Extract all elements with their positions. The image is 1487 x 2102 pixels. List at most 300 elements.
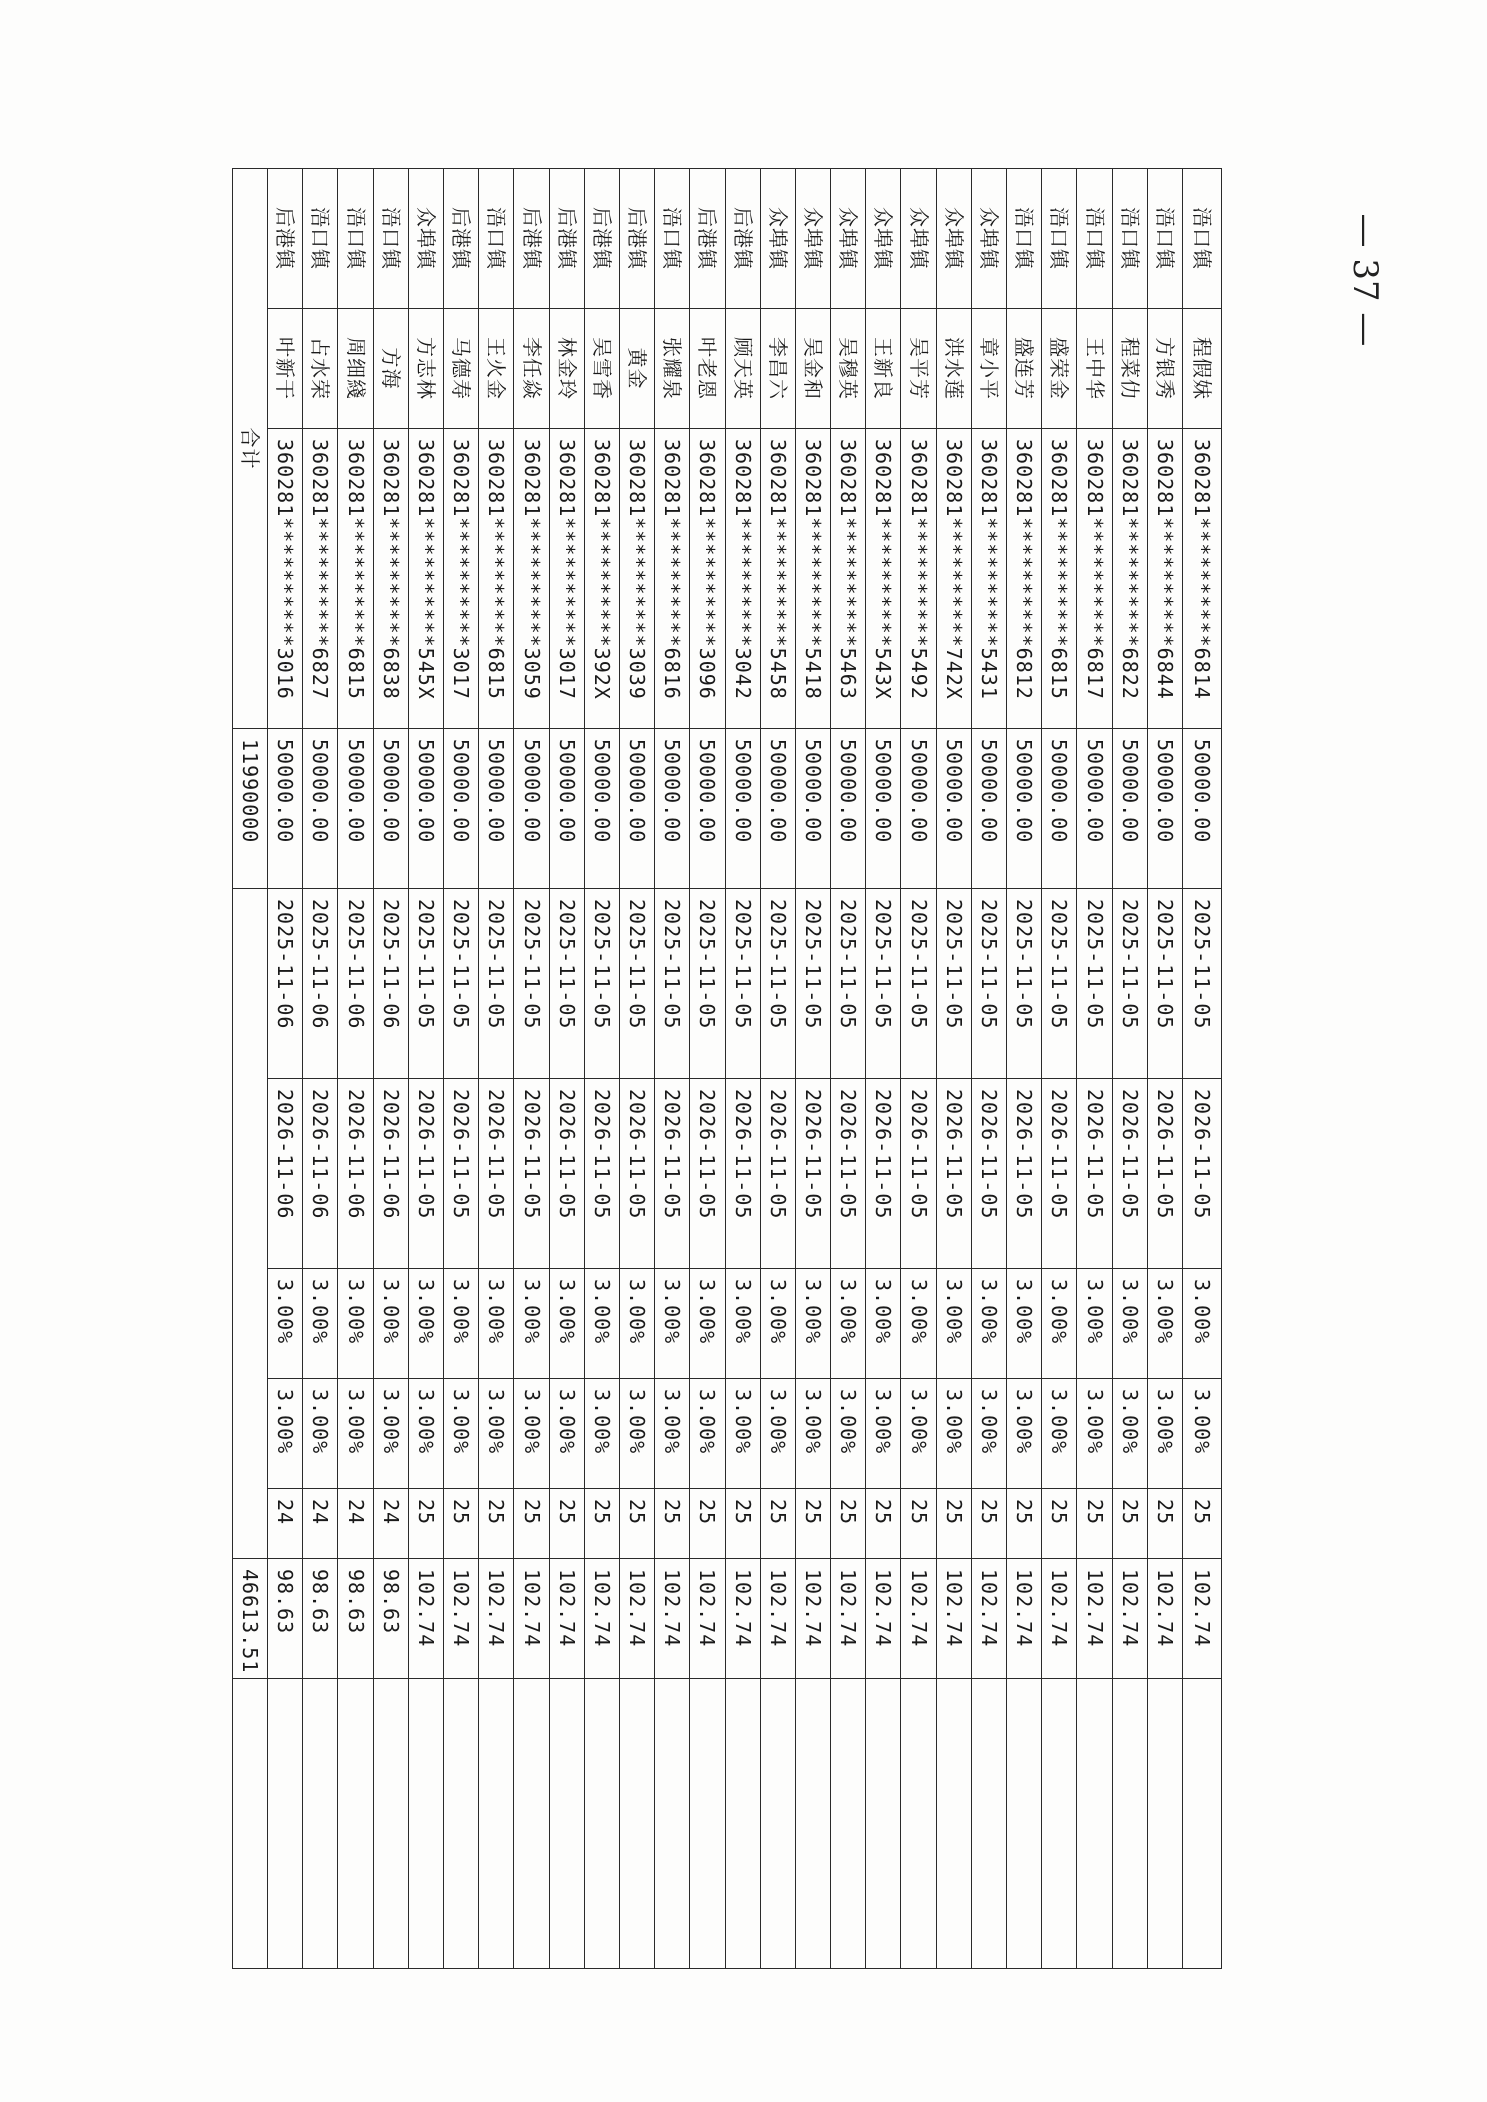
town-cell: 浯口镇 xyxy=(303,169,338,309)
subsidy-amount-cell: 98.63 xyxy=(303,1559,338,1679)
subsidy-rate-cell: 3.00% xyxy=(338,1379,373,1489)
loan-amount-cell: 50000.00 xyxy=(1042,729,1077,889)
subsidy-amount-cell: 98.63 xyxy=(338,1559,373,1679)
name-cell: 程假妹 xyxy=(1183,309,1222,429)
name-cell: 李任焱 xyxy=(514,309,549,429)
subsidy-amount-cell: 102.74 xyxy=(444,1559,479,1679)
rate-cell: 3.00% xyxy=(479,1269,514,1379)
table-row xyxy=(1147,169,1182,1969)
total-label: 合计 xyxy=(232,169,267,729)
rate-cell: 3.00% xyxy=(338,1269,373,1379)
rate-cell: 3.00% xyxy=(373,1269,408,1379)
name-cell: 洪水莲 xyxy=(936,309,971,429)
town-cell: 后港镇 xyxy=(725,169,760,309)
start-date-cell: 2025-11-05 xyxy=(1042,889,1077,1079)
town-cell: 浯口镇 xyxy=(1077,169,1112,309)
name-cell: 吴金和 xyxy=(795,309,830,429)
rate-cell: 3.00% xyxy=(690,1269,725,1379)
town-cell: 后港镇 xyxy=(444,169,479,309)
days-cell: 25 xyxy=(479,1489,514,1559)
id-number-cell: 360281**********5431 xyxy=(971,429,1006,729)
table-row xyxy=(866,169,901,1969)
days-cell: 25 xyxy=(549,1489,584,1559)
rate-cell: 3.00% xyxy=(1077,1269,1112,1379)
days-cell: 25 xyxy=(444,1489,479,1559)
loan-amount-cell: 50000.00 xyxy=(1112,729,1147,889)
subsidy-amount-cell: 102.74 xyxy=(936,1559,971,1679)
loan-amount-cell: 50000.00 xyxy=(831,729,866,889)
days-cell: 24 xyxy=(338,1489,373,1559)
town-cell: 浯口镇 xyxy=(1147,169,1182,309)
id-number-cell: 360281**********5418 xyxy=(795,429,830,729)
blank-cell xyxy=(373,1679,408,1969)
days-cell: 25 xyxy=(655,1489,690,1559)
table-row xyxy=(831,169,866,1969)
id-number-cell: 360281**********3016 xyxy=(268,429,303,729)
start-date-cell: 2025-11-05 xyxy=(1183,889,1222,1079)
days-cell: 25 xyxy=(725,1489,760,1559)
id-number-cell: 360281**********5492 xyxy=(901,429,936,729)
end-date-cell: 2026-11-05 xyxy=(795,1079,830,1269)
subsidy-rate-cell: 3.00% xyxy=(901,1379,936,1489)
subsidy-amount-cell: 102.74 xyxy=(1042,1559,1077,1679)
end-date-cell: 2026-11-05 xyxy=(444,1079,479,1269)
name-cell: 李昌六 xyxy=(760,309,795,429)
rate-cell: 3.00% xyxy=(760,1269,795,1379)
subsidy-amount-cell: 102.74 xyxy=(795,1559,830,1679)
blank-cell xyxy=(232,889,267,1559)
end-date-cell: 2026-11-05 xyxy=(690,1079,725,1269)
town-cell: 后港镇 xyxy=(514,169,549,309)
blank-cell xyxy=(479,1679,514,1969)
start-date-cell: 2025-11-05 xyxy=(831,889,866,1079)
start-date-cell: 2025-11-05 xyxy=(655,889,690,1079)
loan-amount-cell: 50000.00 xyxy=(971,729,1006,889)
table-row xyxy=(1183,169,1222,1969)
start-date-cell: 2025-11-05 xyxy=(795,889,830,1079)
end-date-cell: 2026-11-05 xyxy=(725,1079,760,1269)
start-date-cell: 2025-11-06 xyxy=(303,889,338,1079)
subsidy-amount-cell: 102.74 xyxy=(1077,1559,1112,1679)
subsidy-rate-cell: 3.00% xyxy=(514,1379,549,1489)
subsidy-rate-cell: 3.00% xyxy=(760,1379,795,1489)
town-cell: 众埠镇 xyxy=(408,169,443,309)
blank-cell xyxy=(795,1679,830,1969)
subsidy-amount-cell: 102.74 xyxy=(655,1559,690,1679)
table-row xyxy=(549,169,584,1969)
name-cell: 顾天英 xyxy=(725,309,760,429)
subsidy-rate-cell: 3.00% xyxy=(1077,1379,1112,1489)
subsidy-amount-cell: 102.74 xyxy=(549,1559,584,1679)
start-date-cell: 2025-11-05 xyxy=(971,889,1006,1079)
loan-amount-cell: 50000.00 xyxy=(303,729,338,889)
start-date-cell: 2025-11-05 xyxy=(1147,889,1182,1079)
start-date-cell: 2025-11-05 xyxy=(584,889,619,1079)
id-number-cell: 360281**********543X xyxy=(866,429,901,729)
loan-amount-cell: 50000.00 xyxy=(338,729,373,889)
rate-cell: 3.00% xyxy=(1183,1269,1222,1379)
days-cell: 24 xyxy=(303,1489,338,1559)
name-cell: 盛荣金 xyxy=(1042,309,1077,429)
table-row xyxy=(1007,169,1042,1969)
subsidy-amount-cell: 102.74 xyxy=(584,1559,619,1679)
rate-cell: 3.00% xyxy=(514,1269,549,1379)
town-cell: 浯口镇 xyxy=(338,169,373,309)
end-date-cell: 2026-11-05 xyxy=(1042,1079,1077,1269)
end-date-cell: 2026-11-05 xyxy=(549,1079,584,1269)
rate-cell: 3.00% xyxy=(655,1269,690,1379)
subsidy-amount-cell: 102.74 xyxy=(1183,1559,1222,1679)
name-cell: 周细綫 xyxy=(338,309,373,429)
town-cell: 浯口镇 xyxy=(1007,169,1042,309)
subsidy-rate-cell: 3.00% xyxy=(549,1379,584,1489)
start-date-cell: 2025-11-05 xyxy=(866,889,901,1079)
town-cell: 后港镇 xyxy=(584,169,619,309)
subsidy-amount-cell: 102.74 xyxy=(1007,1559,1042,1679)
days-cell: 25 xyxy=(1147,1489,1182,1559)
name-cell: 张耀泉 xyxy=(655,309,690,429)
subsidy-amount-cell: 102.74 xyxy=(1147,1559,1182,1679)
id-number-cell: 360281**********545X xyxy=(408,429,443,729)
days-cell: 25 xyxy=(1007,1489,1042,1559)
subsidy-rate-cell: 3.00% xyxy=(268,1379,303,1489)
rate-cell: 3.00% xyxy=(1112,1269,1147,1379)
blank-cell xyxy=(1147,1679,1182,1969)
town-cell: 众埠镇 xyxy=(936,169,971,309)
table-row xyxy=(268,169,303,1969)
end-date-cell: 2026-11-05 xyxy=(831,1079,866,1269)
loan-amount-cell: 50000.00 xyxy=(373,729,408,889)
start-date-cell: 2025-11-05 xyxy=(408,889,443,1079)
end-date-cell: 2026-11-06 xyxy=(373,1079,408,1269)
subsidy-rate-cell: 3.00% xyxy=(795,1379,830,1489)
loan-amount-cell: 50000.00 xyxy=(479,729,514,889)
subsidy-amount-cell: 102.74 xyxy=(1112,1559,1147,1679)
name-cell: 叶新干 xyxy=(268,309,303,429)
subsidy-rate-cell: 3.00% xyxy=(655,1379,690,1489)
id-number-cell: 360281**********6838 xyxy=(373,429,408,729)
town-cell: 众埠镇 xyxy=(866,169,901,309)
blank-cell xyxy=(444,1679,479,1969)
rate-cell: 3.00% xyxy=(1147,1269,1182,1379)
table-row xyxy=(690,169,725,1969)
start-date-cell: 2025-11-05 xyxy=(549,889,584,1079)
blank-cell xyxy=(725,1679,760,1969)
town-cell: 众埠镇 xyxy=(831,169,866,309)
start-date-cell: 2025-11-05 xyxy=(760,889,795,1079)
id-number-cell: 360281**********6815 xyxy=(479,429,514,729)
rate-cell: 3.00% xyxy=(408,1269,443,1379)
days-cell: 24 xyxy=(373,1489,408,1559)
days-cell: 25 xyxy=(620,1489,655,1559)
table-row xyxy=(971,169,1006,1969)
rotated-table-wrapper xyxy=(232,168,1222,1968)
id-number-cell: 360281**********5463 xyxy=(831,429,866,729)
subsidy-rate-cell: 3.00% xyxy=(690,1379,725,1489)
subsidy-rate-cell: 3.00% xyxy=(1112,1379,1147,1489)
blank-cell xyxy=(866,1679,901,1969)
table-row xyxy=(584,169,619,1969)
page-number-text: — 37 — xyxy=(1345,213,1385,347)
subsidy-rate-cell: 3.00% xyxy=(408,1379,443,1489)
name-cell: 吴穆英 xyxy=(831,309,866,429)
subsidy-rate-cell: 3.00% xyxy=(1147,1379,1182,1489)
subsidy-amount-cell: 102.74 xyxy=(620,1559,655,1679)
table-row xyxy=(373,169,408,1969)
end-date-cell: 2026-11-05 xyxy=(866,1079,901,1269)
id-number-cell: 360281**********6816 xyxy=(655,429,690,729)
loan-amount-cell: 50000.00 xyxy=(795,729,830,889)
loan-amount-cell: 50000.00 xyxy=(690,729,725,889)
id-number-cell: 360281**********3039 xyxy=(620,429,655,729)
subsidy-rate-cell: 3.00% xyxy=(584,1379,619,1489)
table-row xyxy=(760,169,795,1969)
blank-cell xyxy=(1007,1679,1042,1969)
start-date-cell: 2025-11-05 xyxy=(1077,889,1112,1079)
id-number-cell: 360281**********6822 xyxy=(1112,429,1147,729)
end-date-cell: 2026-11-05 xyxy=(1007,1079,1042,1269)
start-date-cell: 2025-11-05 xyxy=(1112,889,1147,1079)
days-cell: 24 xyxy=(268,1489,303,1559)
subsidy-amount-cell: 102.74 xyxy=(831,1559,866,1679)
name-cell: 吴雪香 xyxy=(584,309,619,429)
start-date-cell: 2025-11-05 xyxy=(936,889,971,1079)
subsidy-amount-cell: 102.74 xyxy=(760,1559,795,1679)
days-cell: 25 xyxy=(831,1489,866,1559)
days-cell: 25 xyxy=(1112,1489,1147,1559)
days-cell: 25 xyxy=(690,1489,725,1559)
table-row xyxy=(725,169,760,1969)
rate-cell: 3.00% xyxy=(303,1269,338,1379)
subsidy-rate-cell: 3.00% xyxy=(1183,1379,1222,1489)
days-cell: 25 xyxy=(514,1489,549,1559)
end-date-cell: 2026-11-06 xyxy=(268,1079,303,1269)
town-cell: 浯口镇 xyxy=(373,169,408,309)
subsidy-rate-cell: 3.00% xyxy=(936,1379,971,1489)
blank-cell xyxy=(690,1679,725,1969)
start-date-cell: 2025-11-06 xyxy=(268,889,303,1079)
table-row xyxy=(620,169,655,1969)
subsidy-rate-cell: 3.00% xyxy=(1007,1379,1042,1489)
rate-cell: 3.00% xyxy=(795,1269,830,1379)
rate-cell: 3.00% xyxy=(444,1269,479,1379)
rate-cell: 3.00% xyxy=(1007,1269,1042,1379)
days-cell: 25 xyxy=(760,1489,795,1559)
table-row xyxy=(514,169,549,1969)
blank-cell xyxy=(1077,1679,1112,1969)
subsidy-rate-cell: 3.00% xyxy=(303,1379,338,1489)
loan-amount-cell: 50000.00 xyxy=(1077,729,1112,889)
id-number-cell: 360281**********3096 xyxy=(690,429,725,729)
table-row xyxy=(655,169,690,1969)
name-cell: 黄金 xyxy=(620,309,655,429)
loan-amount-cell: 50000.00 xyxy=(725,729,760,889)
days-cell: 25 xyxy=(1042,1489,1077,1559)
name-cell: 占水荣 xyxy=(303,309,338,429)
town-cell: 众埠镇 xyxy=(760,169,795,309)
blank-cell xyxy=(971,1679,1006,1969)
loan-amount-cell: 50000.00 xyxy=(408,729,443,889)
name-cell: 吴平芳 xyxy=(901,309,936,429)
id-number-cell: 360281**********5458 xyxy=(760,429,795,729)
town-cell: 众埠镇 xyxy=(971,169,1006,309)
loan-amount-cell: 50000.00 xyxy=(1183,729,1222,889)
loan-amount-cell: 50000.00 xyxy=(1147,729,1182,889)
rate-cell: 3.00% xyxy=(584,1269,619,1379)
loan-amount-cell: 50000.00 xyxy=(901,729,936,889)
table-row xyxy=(795,169,830,1969)
days-cell: 25 xyxy=(901,1489,936,1559)
town-cell: 浯口镇 xyxy=(1183,169,1222,309)
start-date-cell: 2025-11-05 xyxy=(620,889,655,1079)
table-row xyxy=(408,169,443,1969)
start-date-cell: 2025-11-06 xyxy=(373,889,408,1079)
blank-cell xyxy=(232,1679,267,1969)
name-cell: 方银秀 xyxy=(1147,309,1182,429)
days-cell: 25 xyxy=(584,1489,619,1559)
table-row xyxy=(1042,169,1077,1969)
days-cell: 25 xyxy=(866,1489,901,1559)
subsidy-amount-cell: 102.74 xyxy=(514,1559,549,1679)
loan-amount-cell: 50000.00 xyxy=(584,729,619,889)
start-date-cell: 2025-11-05 xyxy=(514,889,549,1079)
subsidy-rate-cell: 3.00% xyxy=(971,1379,1006,1489)
end-date-cell: 2026-11-05 xyxy=(584,1079,619,1269)
blank-cell xyxy=(1042,1679,1077,1969)
town-cell: 后港镇 xyxy=(549,169,584,309)
end-date-cell: 2026-11-05 xyxy=(760,1079,795,1269)
blank-cell xyxy=(1112,1679,1147,1969)
blank-cell xyxy=(760,1679,795,1969)
town-cell: 后港镇 xyxy=(268,169,303,309)
end-date-cell: 2026-11-05 xyxy=(1147,1079,1182,1269)
town-cell: 浯口镇 xyxy=(655,169,690,309)
loan-amount-cell: 50000.00 xyxy=(444,729,479,889)
loan-amount-cell: 50000.00 xyxy=(268,729,303,889)
subsidy-amount-cell: 98.63 xyxy=(268,1559,303,1679)
blank-cell xyxy=(268,1679,303,1969)
id-number-cell: 360281**********742X xyxy=(936,429,971,729)
start-date-cell: 2025-11-05 xyxy=(1007,889,1042,1079)
id-number-cell: 360281**********3059 xyxy=(514,429,549,729)
loan-amount-cell: 50000.00 xyxy=(549,729,584,889)
table-row xyxy=(936,169,971,1969)
blank-cell xyxy=(514,1679,549,1969)
rate-cell: 3.00% xyxy=(831,1269,866,1379)
start-date-cell: 2025-11-06 xyxy=(338,889,373,1079)
id-number-cell: 360281**********392X xyxy=(584,429,619,729)
start-date-cell: 2025-11-05 xyxy=(901,889,936,1079)
start-date-cell: 2025-11-05 xyxy=(479,889,514,1079)
id-number-cell: 360281**********6814 xyxy=(1183,429,1222,729)
blank-cell xyxy=(408,1679,443,1969)
name-cell: 马德寿 xyxy=(444,309,479,429)
blank-cell xyxy=(303,1679,338,1969)
end-date-cell: 2026-11-05 xyxy=(620,1079,655,1269)
end-date-cell: 2026-11-05 xyxy=(1077,1079,1112,1269)
blank-cell xyxy=(1183,1679,1222,1969)
blank-cell xyxy=(936,1679,971,1969)
subsidy-amount-cell: 102.74 xyxy=(690,1559,725,1679)
days-cell: 25 xyxy=(1077,1489,1112,1559)
loan-subsidy-table xyxy=(232,168,1222,1969)
table-row xyxy=(1077,169,1112,1969)
subsidy-amount-cell: 98.63 xyxy=(373,1559,408,1679)
subsidy-amount-cell: 102.74 xyxy=(901,1559,936,1679)
days-cell: 25 xyxy=(408,1489,443,1559)
end-date-cell: 2026-11-05 xyxy=(971,1079,1006,1269)
id-number-cell: 360281**********6815 xyxy=(338,429,373,729)
subsidy-rate-cell: 3.00% xyxy=(620,1379,655,1489)
name-cell: 盛连芳 xyxy=(1007,309,1042,429)
table-row xyxy=(901,169,936,1969)
subsidy-rate-cell: 3.00% xyxy=(831,1379,866,1489)
loan-amount-cell: 50000.00 xyxy=(514,729,549,889)
rate-cell: 3.00% xyxy=(901,1269,936,1379)
start-date-cell: 2025-11-05 xyxy=(444,889,479,1079)
town-cell: 浯口镇 xyxy=(1112,169,1147,309)
rate-cell: 3.00% xyxy=(725,1269,760,1379)
end-date-cell: 2026-11-06 xyxy=(303,1079,338,1269)
rate-cell: 3.00% xyxy=(620,1269,655,1379)
days-cell: 25 xyxy=(971,1489,1006,1559)
loan-amount-cell: 50000.00 xyxy=(620,729,655,889)
id-number-cell: 360281**********6827 xyxy=(303,429,338,729)
end-date-cell: 2026-11-05 xyxy=(514,1079,549,1269)
id-number-cell: 360281**********3042 xyxy=(725,429,760,729)
rate-cell: 3.00% xyxy=(549,1269,584,1379)
end-date-cell: 2026-11-05 xyxy=(655,1079,690,1269)
total-amount: 11990000 xyxy=(232,729,267,889)
id-number-cell: 360281**********3017 xyxy=(549,429,584,729)
blank-cell xyxy=(584,1679,619,1969)
rate-cell: 3.00% xyxy=(866,1269,901,1379)
rate-cell: 3.00% xyxy=(936,1269,971,1379)
end-date-cell: 2026-11-05 xyxy=(479,1079,514,1269)
subsidy-rate-cell: 3.00% xyxy=(444,1379,479,1489)
days-cell: 25 xyxy=(936,1489,971,1559)
table-row xyxy=(479,169,514,1969)
blank-cell xyxy=(901,1679,936,1969)
id-number-cell: 360281**********3017 xyxy=(444,429,479,729)
town-cell: 后港镇 xyxy=(620,169,655,309)
name-cell: 程菜仂 xyxy=(1112,309,1147,429)
subsidy-amount-cell: 102.74 xyxy=(408,1559,443,1679)
end-date-cell: 2026-11-05 xyxy=(1183,1079,1222,1269)
town-cell: 后港镇 xyxy=(690,169,725,309)
subsidy-rate-cell: 3.00% xyxy=(1042,1379,1077,1489)
id-number-cell: 360281**********6815 xyxy=(1042,429,1077,729)
loan-amount-cell: 50000.00 xyxy=(936,729,971,889)
blank-cell xyxy=(338,1679,373,1969)
loan-amount-cell: 50000.00 xyxy=(866,729,901,889)
subsidy-rate-cell: 3.00% xyxy=(479,1379,514,1489)
end-date-cell: 2026-11-05 xyxy=(936,1079,971,1269)
table-row xyxy=(338,169,373,1969)
blank-cell xyxy=(655,1679,690,1969)
start-date-cell: 2025-11-05 xyxy=(725,889,760,1079)
end-date-cell: 2026-11-06 xyxy=(338,1079,373,1269)
rate-cell: 3.00% xyxy=(268,1269,303,1379)
start-date-cell: 2025-11-05 xyxy=(690,889,725,1079)
id-number-cell: 360281**********6817 xyxy=(1077,429,1112,729)
blank-cell xyxy=(549,1679,584,1969)
days-cell: 25 xyxy=(1183,1489,1222,1559)
name-cell: 王中华 xyxy=(1077,309,1112,429)
blank-cell xyxy=(620,1679,655,1969)
subsidy-rate-cell: 3.00% xyxy=(373,1379,408,1489)
total-subsidy: 46613.51 xyxy=(232,1559,267,1679)
